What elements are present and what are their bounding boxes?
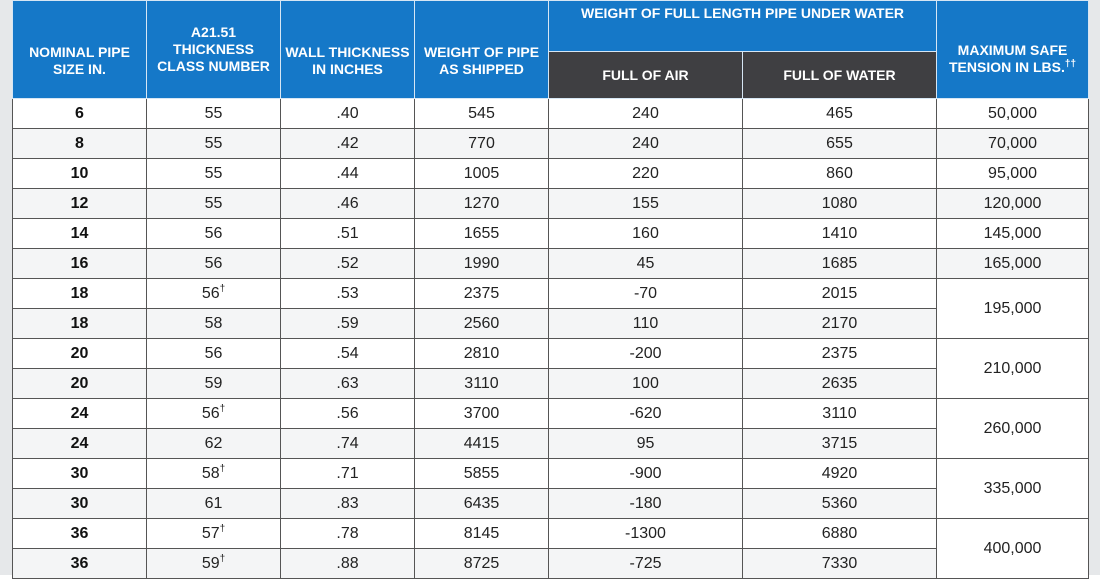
table-row: [13, 279, 1089, 309]
cell-nominal-size: 14: [13, 219, 147, 249]
cell-nominal-size: 16: [13, 249, 147, 279]
cell-wall-thickness: .83: [281, 489, 415, 519]
header-max-tension-footnote: ††: [1064, 57, 1077, 69]
cell-full-of-air: 155: [549, 189, 743, 219]
header-max-tension-label: MAXIMUM SAFE TENSION IN LBS.: [949, 41, 1068, 75]
cell-wall-thickness: .42: [281, 129, 415, 159]
cell-full-of-air: 240: [549, 129, 743, 159]
cell-full-of-water: 465: [743, 99, 937, 129]
cell-full-of-air: 110: [549, 309, 743, 339]
thickness-class-value: 61: [204, 494, 223, 512]
thickness-class-footnote: †: [219, 403, 226, 415]
cell-thickness-class: [147, 309, 281, 339]
cell-weight-shipped: 770: [415, 129, 549, 159]
cell-weight-shipped: 8725: [415, 549, 549, 579]
cell-weight-shipped: 2810: [415, 339, 549, 369]
table-row: [13, 339, 1089, 369]
header-thickness-class: A21.51 THICKNESS CLASS NUMBER: [147, 1, 281, 99]
cell-max-tension: 260,000: [937, 399, 1089, 459]
thickness-class-footnote: †: [219, 463, 226, 475]
cell-nominal-size: 12: [13, 189, 147, 219]
thickness-class-value: 62: [204, 434, 223, 452]
cell-weight-shipped: 6435: [415, 489, 549, 519]
cell-full-of-air: 95: [549, 429, 743, 459]
table-row: [13, 519, 1089, 549]
header-max-tension: [937, 1, 1089, 99]
cell-nominal-size: 36: [13, 519, 147, 549]
cell-weight-shipped: 3700: [415, 399, 549, 429]
header-full-of-water: FULL OF WATER: [743, 52, 937, 99]
cell-wall-thickness: .71: [281, 459, 415, 489]
cell-max-tension: 95,000: [937, 159, 1089, 189]
cell-full-of-water: 1410: [743, 219, 937, 249]
cell-full-of-water: 860: [743, 159, 937, 189]
thickness-class-value: 57: [201, 524, 220, 542]
cell-wall-thickness: .46: [281, 189, 415, 219]
cell-full-of-air: -900: [549, 459, 743, 489]
cell-wall-thickness: .54: [281, 339, 415, 369]
thickness-class-value: 56: [201, 404, 220, 422]
cell-nominal-size: 30: [13, 459, 147, 489]
cell-max-tension: 210,000: [937, 339, 1089, 399]
cell-thickness-class: [147, 249, 281, 279]
cell-nominal-size: 6: [13, 99, 147, 129]
cell-full-of-water: 2015: [743, 279, 937, 309]
thickness-class-value: 55: [204, 104, 223, 122]
cell-full-of-water: 655: [743, 129, 937, 159]
cell-nominal-size: 30: [13, 489, 147, 519]
cell-nominal-size: 24: [13, 429, 147, 459]
cell-wall-thickness: .44: [281, 159, 415, 189]
cell-max-tension: 195,000: [937, 279, 1089, 339]
right-margin: [1088, 0, 1100, 575]
table-row: [13, 159, 1089, 189]
cell-max-tension: 335,000: [937, 459, 1089, 519]
cell-weight-shipped: 1270: [415, 189, 549, 219]
table-row: [13, 219, 1089, 249]
header-nominal-size: NOMINAL PIPE SIZE IN.: [13, 1, 147, 99]
cell-weight-shipped: 3110: [415, 369, 549, 399]
cell-full-of-air: -725: [549, 549, 743, 579]
header-weight-under-water: WEIGHT OF FULL LENGTH PIPE UNDER WATER: [549, 1, 937, 52]
cell-nominal-size: 24: [13, 399, 147, 429]
thickness-class-value: 59: [201, 554, 220, 572]
table-row: [13, 129, 1089, 159]
cell-full-of-air: 45: [549, 249, 743, 279]
cell-full-of-water: 3110: [743, 399, 937, 429]
cell-wall-thickness: .53: [281, 279, 415, 309]
cell-wall-thickness: .40: [281, 99, 415, 129]
cell-full-of-air: -180: [549, 489, 743, 519]
cell-full-of-water: 2375: [743, 339, 937, 369]
cell-thickness-class: [147, 339, 281, 369]
cell-thickness-class: [147, 489, 281, 519]
cell-wall-thickness: .59: [281, 309, 415, 339]
cell-max-tension: 400,000: [937, 519, 1089, 579]
cell-nominal-size: 36: [13, 549, 147, 579]
cell-full-of-air: -1300: [549, 519, 743, 549]
cell-full-of-water: 1080: [743, 189, 937, 219]
cell-wall-thickness: .56: [281, 399, 415, 429]
cell-thickness-class: [147, 549, 281, 579]
cell-full-of-air: -200: [549, 339, 743, 369]
cell-thickness-class: [147, 189, 281, 219]
cell-weight-shipped: 2375: [415, 279, 549, 309]
table-row: [13, 189, 1089, 219]
cell-full-of-water: 4920: [743, 459, 937, 489]
table-row: [13, 429, 1089, 459]
thickness-class-value: 58: [201, 464, 220, 482]
cell-thickness-class: [147, 219, 281, 249]
table-row: [13, 399, 1089, 429]
thickness-class-value: 56: [204, 254, 223, 272]
cell-wall-thickness: .51: [281, 219, 415, 249]
cell-nominal-size: 10: [13, 159, 147, 189]
cell-weight-shipped: 8145: [415, 519, 549, 549]
thickness-class-value: 55: [204, 194, 223, 212]
cell-wall-thickness: .74: [281, 429, 415, 459]
cell-wall-thickness: .78: [281, 519, 415, 549]
cell-thickness-class: [147, 429, 281, 459]
cell-weight-shipped: 1655: [415, 219, 549, 249]
cell-full-of-water: 1685: [743, 249, 937, 279]
header-weight-shipped: WEIGHT OF PIPE AS SHIPPED: [415, 1, 549, 99]
pipe-specs-table: [12, 0, 1089, 579]
cell-full-of-water: 6880: [743, 519, 937, 549]
cell-wall-thickness: .88: [281, 549, 415, 579]
table-header: [13, 1, 1089, 99]
cell-thickness-class: [147, 399, 281, 429]
cell-full-of-water: 7330: [743, 549, 937, 579]
cell-nominal-size: 20: [13, 369, 147, 399]
cell-thickness-class: [147, 369, 281, 399]
cell-full-of-air: 160: [549, 219, 743, 249]
table-row: [13, 549, 1089, 579]
table-body: [13, 99, 1089, 579]
thickness-class-value: 55: [204, 164, 223, 182]
cell-full-of-water: 2170: [743, 309, 937, 339]
header-full-of-air: FULL OF AIR: [549, 52, 743, 99]
thickness-class-footnote: †: [219, 523, 226, 535]
cell-max-tension: 50,000: [937, 99, 1089, 129]
thickness-class-footnote: †: [219, 553, 226, 565]
cell-nominal-size: 20: [13, 339, 147, 369]
thickness-class-value: 56: [204, 224, 223, 242]
header-wall-thickness: WALL THICKNESS IN INCHES: [281, 1, 415, 99]
thickness-class-footnote: †: [219, 283, 226, 295]
cell-thickness-class: [147, 159, 281, 189]
table-row: [13, 459, 1089, 489]
cell-weight-shipped: 2560: [415, 309, 549, 339]
table-row: [13, 249, 1089, 279]
cell-full-of-air: -70: [549, 279, 743, 309]
cell-nominal-size: 18: [13, 309, 147, 339]
cell-nominal-size: 18: [13, 279, 147, 309]
table-row: [13, 489, 1089, 519]
cell-wall-thickness: .63: [281, 369, 415, 399]
cell-thickness-class: [147, 459, 281, 489]
cell-full-of-air: -620: [549, 399, 743, 429]
thickness-class-value: 56: [201, 284, 220, 302]
cell-wall-thickness: .52: [281, 249, 415, 279]
thickness-class-value: 56: [204, 344, 223, 362]
cell-thickness-class: [147, 519, 281, 549]
thickness-class-value: 59: [204, 374, 223, 392]
cell-weight-shipped: 5855: [415, 459, 549, 489]
cell-thickness-class: [147, 129, 281, 159]
left-margin: [0, 0, 12, 575]
cell-max-tension: 120,000: [937, 189, 1089, 219]
cell-full-of-air: 240: [549, 99, 743, 129]
thickness-class-value: 55: [204, 134, 223, 152]
cell-max-tension: 145,000: [937, 219, 1089, 249]
table-row: [13, 99, 1089, 129]
table-row: [13, 369, 1089, 399]
cell-max-tension: 165,000: [937, 249, 1089, 279]
cell-weight-shipped: 4415: [415, 429, 549, 459]
cell-full-of-water: 3715: [743, 429, 937, 459]
cell-thickness-class: [147, 279, 281, 309]
cell-full-of-water: 5360: [743, 489, 937, 519]
cell-max-tension: 70,000: [937, 129, 1089, 159]
cell-weight-shipped: 1990: [415, 249, 549, 279]
cell-full-of-water: 2635: [743, 369, 937, 399]
thickness-class-value: 58: [204, 314, 223, 332]
cell-full-of-air: 220: [549, 159, 743, 189]
cell-weight-shipped: 1005: [415, 159, 549, 189]
table-row: [13, 309, 1089, 339]
cell-full-of-air: 100: [549, 369, 743, 399]
cell-nominal-size: 8: [13, 129, 147, 159]
cell-weight-shipped: 545: [415, 99, 549, 129]
cell-thickness-class: [147, 99, 281, 129]
